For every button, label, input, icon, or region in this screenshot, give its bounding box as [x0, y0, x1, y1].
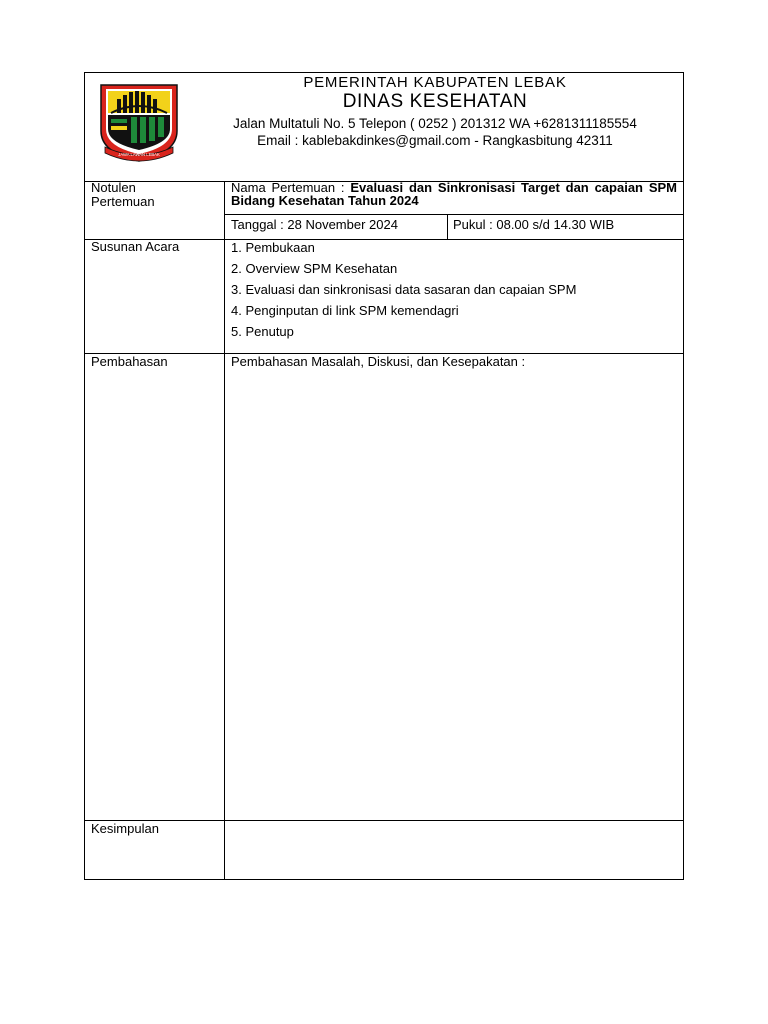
list-item: 3. Evaluasi dan sinkronisasi data sasaran dan capaian SPM — [231, 282, 577, 297]
meeting-time: Pukul : 08.00 s/d 14.30 WIB — [453, 217, 615, 232]
discussion-label: Pembahasan — [91, 354, 168, 369]
meeting-name — [231, 181, 677, 207]
agency-email: Email : kablebakdinkes@gmail.com - Rangkasbitung 42311 — [257, 133, 613, 148]
meeting-date: Tanggal : 28 November 2024 — [231, 217, 398, 232]
discussion-heading: Pembahasan Masalah, Diskusi, dan Kesepakatan : — [231, 354, 526, 369]
list-item: 2. Overview SPM Kesehatan — [231, 261, 398, 276]
notulen-label-line1: Notulen — [91, 180, 136, 195]
government-name: PEMERINTAH KABUPATEN LEBAK — [303, 74, 567, 91]
row-divider-conclusion — [85, 820, 683, 821]
lebak-regency-emblem-icon — [97, 79, 181, 163]
list-item: 1. Pembukaan — [231, 240, 315, 255]
svg-text:JAWA LAWAN LEBAK: JAWA LAWAN LEBAK — [118, 152, 160, 157]
notulen-label-line2: Pertemuan — [91, 194, 155, 209]
column-divider — [224, 181, 225, 879]
meeting-name-prefix: Nama Pertemuan : — [231, 180, 351, 195]
agency-address: Jalan Multatuli No. 5 Telepon ( 0252 ) 201312 WA +6281311185554 — [233, 116, 637, 131]
minutes-form — [84, 72, 684, 880]
letterhead — [85, 73, 683, 182]
notulen-label — [91, 181, 155, 209]
agenda-list — [231, 240, 576, 345]
meeting-name-title: Evaluasi dan Sinkronisasi Target dan capaian SPM Bidang Kesehatan Tahun 2024 — [231, 180, 677, 208]
conclusion-field — [231, 825, 677, 875]
list-item: 4. Penginputan di link SPM kemendagri — [231, 303, 459, 318]
date-time-divider — [447, 214, 448, 239]
agenda-label: Susunan Acara — [91, 239, 180, 254]
conclusion-label: Kesimpulan — [91, 821, 159, 836]
row-divider-date — [224, 214, 683, 215]
agency-name: DINAS KESEHATAN — [342, 91, 528, 112]
list-item: 5. Penutup — [231, 324, 294, 339]
